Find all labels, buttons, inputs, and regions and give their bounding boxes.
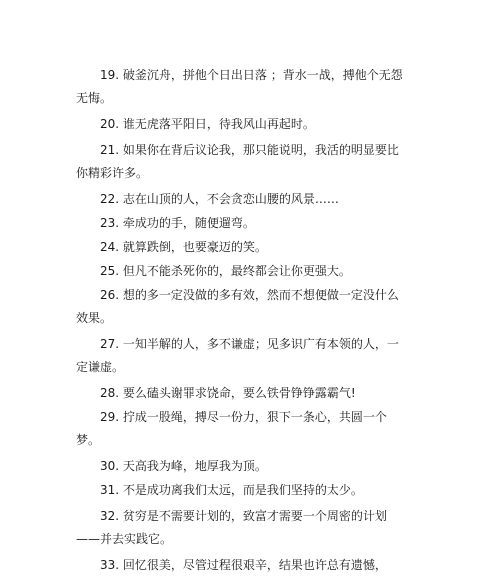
quote-item <box>76 406 406 452</box>
quote-item <box>76 113 406 136</box>
quote-text: 29. 拧成一股绳，搏尽一份力，狠下一条心，共圆一个梦。 <box>76 410 387 447</box>
quote-text: 22. 志在山顶的人，不会贪恋山腰的风景…… <box>100 192 339 206</box>
quote-item <box>76 505 406 551</box>
quote-item <box>76 212 406 235</box>
quote-text: 32. 贫穷是不需要计划的，致富才需要一个周密的计划——并去实践它。 <box>76 509 387 546</box>
quote-text: 24. 就算跌倒，也要豪迈的笑。 <box>100 240 267 254</box>
quote-text: 25. 但凡不能杀死你的，最终都会让你更强大。 <box>100 264 351 278</box>
quote-text: 31. 不是成功离我们太远，而是我们坚持的太少。 <box>100 483 363 497</box>
quote-text: 33. 回忆很美，尽管过程很艰辛，结果也许总有遗憾， <box>100 558 387 572</box>
quote-item <box>76 382 406 405</box>
quote-text: 26. 想的多一定没做的多有效，然而不想便做一定没什么效果。 <box>76 288 399 325</box>
quote-text: 28. 要么磕头谢罪求饶命，要么铁骨铮铮露霸气! <box>100 386 356 400</box>
quote-item <box>76 236 406 259</box>
quote-item <box>76 188 406 211</box>
quote-text: 23. 牵成功的手，随便遛弯。 <box>100 216 255 230</box>
quote-text: 20. 谁无虎落平阳日，待我风山再起时。 <box>100 117 315 131</box>
quote-text: 27. 一知半解的人，多不谦虚；见多识广有本领的人，一定谦虚。 <box>76 337 399 374</box>
quote-text: 30. 天高我为峰，地厚我为顶。 <box>100 459 267 473</box>
quote-item <box>76 64 406 110</box>
quote-item <box>76 139 406 185</box>
quote-item <box>76 260 406 283</box>
quote-item <box>76 333 406 379</box>
quote-list <box>76 64 406 577</box>
quote-text: 19. 破釜沉舟，拼他个日出日落 ；背水一战，搏他个无怨无悔。 <box>76 68 403 105</box>
quote-item <box>76 455 406 478</box>
quote-text: 21. 如果你在背后议论我，那只能说明，我活的明显要比你精彩许多。 <box>76 143 399 180</box>
quote-item <box>76 479 406 502</box>
quote-item <box>76 284 406 330</box>
